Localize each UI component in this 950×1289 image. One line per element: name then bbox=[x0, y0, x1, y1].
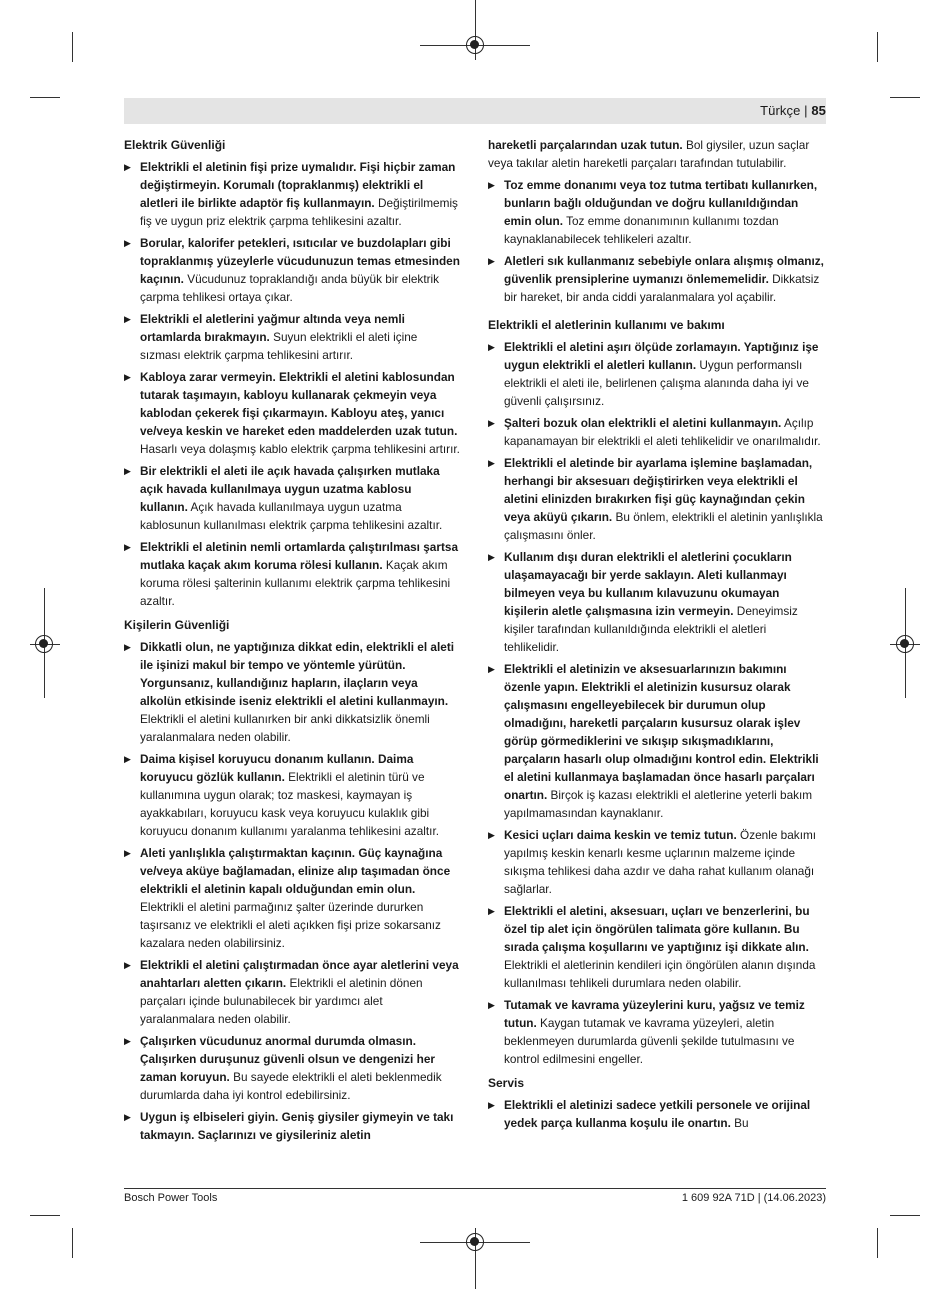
list-item: ▶ Kesici uçları daima keskin ve temiz tutun. Özenle bakımı yapılmış keskin kenarlı kesme uçlarının malzeme içinde sıkışma tehlikesi daha azdır ve daha rahat kullanım olanağı sağlarlar. bbox=[488, 826, 824, 898]
list-item: ▶ Uygun iş elbiseleri giyin. Geniş giysiler giymeyin ve takı takmayın. Saçlarınızı ve giysileriniz aletin bbox=[124, 1108, 460, 1144]
footer-doc-id: 1 609 92A 71D | (14.06.2023) bbox=[681, 1192, 826, 1204]
list-item: ▶ Aleti yanlışlıkla çalıştırmaktan kaçının. Güç kaynağına ve/veya aküye bağlamadan, elinize alıp taşımadan önce elektrikli el aletinin kapalı olduğundan emin olun. Elektrikli el aletini parmağınız şalter üzerinde dururken taşırsanız ve elektrikli el aleti açıkken fişi prize sokarsanız kazalara neden olabilirsiniz. bbox=[124, 844, 460, 952]
list-item: ▶ Tutamak ve kavrama yüzeylerini kuru, yağsız ve temiz tutun. Kaygan tutamak ve kavrama yüzeyleri, aletin beklenmeyen durumlarda güvenli şekilde tutulmasını ve kontrol edilmesini engeller. bbox=[488, 996, 824, 1068]
list-item: ▶ Borular, kalorifer petekleri, ısıtıcılar ve buzdolapları gibi topraklanmış yüzeylerle vücudunuzun temas etmesinden kaçının. Vücudunuz topraklandığı anda büyük bir elektrik çarpma tehlikesi ortaya çıkar. bbox=[124, 234, 460, 306]
registration-mark bbox=[466, 1233, 484, 1251]
crop-mark bbox=[30, 97, 60, 98]
footer-brand: Bosch Power Tools bbox=[124, 1192, 218, 1204]
crop-mark bbox=[890, 1215, 920, 1216]
crop-mark bbox=[30, 1215, 60, 1216]
registration-mark bbox=[35, 635, 53, 653]
header-bar bbox=[124, 98, 826, 124]
header-separator: | bbox=[800, 103, 812, 118]
footer-rule bbox=[124, 1188, 826, 1189]
crop-mark bbox=[877, 32, 878, 62]
section-title: Kişilerin Güvenliği bbox=[124, 618, 230, 632]
list-item: ▶ Şalteri bozuk olan elektrikli el aletini kullanmayın. Açılıp kapanamayan bir elektrikli el aleti tehlikelidir ve onarılmalıdır. bbox=[488, 414, 824, 450]
list-item: ▶ Daima kişisel koruyucu donanım kullanın. Daima koruyucu gözlük kullanın. Elektrikli el aletinin türü ve kullanımına uygun olarak; toz maskesi, kaymayan iş ayakkabıları, koruyucu kask veya koruyucu kulaklık gibi koruyucu donanım kullanımı yaralanma tehlikesini azaltır. bbox=[124, 750, 460, 840]
header-language: Türkçe bbox=[760, 103, 801, 118]
continued-paragraph: hareketli parçalarından uzak tutun. Bol giysiler, uzun saçlar veya takılar aletin hareketli parçaları tarafından tutulabilir. bbox=[488, 138, 810, 170]
crop-mark bbox=[890, 97, 920, 98]
list-item: ▶ Elektrikli el aletini çalıştırmadan önce ayar aletlerini veya anahtarları aletten çıkarın. Elektrikli el aletinin dönen parçaları içinde bulunabilecek bir yardımcı alet yaralanmalara neden olabilir. bbox=[124, 956, 460, 1028]
list-item: ▶ Toz emme donanımı veya toz tutma tertibatı kullanırken, bunların bağlı olduğundan ve doğru kullanıldığından emin olun. Toz emme donanımının kullanımı tozdan kaynaklanabilecek tehlikeleri azaltır. bbox=[488, 176, 824, 248]
list-item: ▶ Elektrikli el aletinizi sadece yetkili personele ve orijinal yedek parça kullanma koşulu ile onartın. Bu bbox=[488, 1096, 824, 1132]
left-column bbox=[124, 136, 460, 1150]
section bbox=[124, 136, 460, 610]
list-item: ▶ Elektrikli el aletinin fişi prize uymalıdır. Fişi hiçbir zaman değiştirmeyin. Korumalı (topraklanmış) elektrikli el aletleri ile birlikte adaptör fiş kullanmayın. Değiştirilmemiş fiş ve uygun priz elektrik çarpma tehlikesini azaltır. bbox=[124, 158, 460, 230]
section bbox=[488, 316, 824, 1068]
list-item: ▶ Aletleri sık kullanmanız sebebiyle onlara alışmış olmanız, güvenlik prensiplerine uymanızı önlememelidir. Dikkatsiz bir hareket, bir anda ciddi yaralanmalara yol açabilir. bbox=[488, 252, 824, 306]
section-title: Servis bbox=[488, 1076, 525, 1090]
right-column bbox=[488, 136, 824, 1138]
list-item: ▶ Elektrikli el aletini, aksesuarı, uçları ve benzerlerini, bu özel tip alet için öngörülen talimata göre kullanın. Bu sırada çalışma koşullarını ve yaptığınız işi dikkate alın. Elektrikli el aletlerinin kendileri için öngörülen alanın dışında kullanılması tehlikeli durumlara neden olabilir. bbox=[488, 902, 824, 992]
list-item: ▶ Elektrikli el aletinizin ve aksesuarlarınızın bakımını özenle yapın. Elektrikli el aletinizin kusursuz olarak çalışmasını engelleyebilecek bir durumun olup olmadığını, hareketli parçaların kusursuz olarak işlev görüp görmediklerini ve sıkışıp sıkışmadıklarını, parçaların hasarlı olup olmadığını kontrol edin. Elektrikli el aletini kullanmaya başlamadan önce hasarlı parçaları onartın. Birçok iş kazası elektrikli el aletlerine yeterli bakım yapılmamasından kaynaklanır. bbox=[488, 660, 824, 822]
section bbox=[488, 1074, 824, 1132]
list-item: ▶ Kullanım dışı duran elektrikli el aletlerini çocukların ulaşamayacağı bir yerde saklayın. Aleti kullanmayı bilmeyen veya bu kullanım kılavuzunu okumayan kişilerin aletle çalışmasına izin vermeyin. Deneyimsiz kişiler tarafından kullanıldığında elektrikli el aletleri tehlikelidir. bbox=[488, 548, 824, 656]
section bbox=[124, 616, 460, 1144]
crop-mark bbox=[72, 32, 73, 62]
registration-mark bbox=[896, 635, 914, 653]
list-item: ▶ Kabloya zarar vermeyin. Elektrikli el aletini kablosundan tutarak taşımayın, kabloyu kullanarak çekmeyin veya kablodan çekerek fişi çıkarmayın. Kabloyu ateş, yanıcı ve/veya keskin ve hareket eden maddelerden uzak tutun. Hasarlı veya dolaşmış kablo elektrik çarpma tehlikesini artırır. bbox=[124, 368, 460, 458]
list-item: ▶ Elektrikli el aletinde bir ayarlama işlemine başlamadan, herhangi bir aksesuarı değiştirirken veya elektrikli el aletini elinizden bırakırken fişi güç kaynağından çekin veya aküyü çıkarın. Bu önlem, elektrikli el aletinin yanlışlıkla çalışmasını önler. bbox=[488, 454, 824, 544]
page-number: 85 bbox=[811, 103, 826, 118]
list-item: ▶ Çalışırken vücudunuz anormal durumda olmasın. Çalışırken duruşunuz güvenli olsun ve dengenizi her zaman koruyun. Bu sayede elektrikli el aleti beklenmedik durumlarda daha iyi kontrol edebilirsiniz. bbox=[124, 1032, 460, 1104]
registration-mark bbox=[466, 36, 484, 54]
list-item: ▶ Dikkatli olun, ne yaptığınıza dikkat edin, elektrikli el aleti ile işinizi makul bir tempo ve yöntemle yürütün. Yorgunsanız, kullandığınız hapların, ilaçların veya alkolün etkisinde iseniz elektrikli el aletini kullanmayın. Elektrikli el aletini kullanırken bir anki dikkatsizlik önemli yaralanmalara neden olabilir. bbox=[124, 638, 460, 746]
crop-mark bbox=[72, 1228, 73, 1258]
section-title: Elektrik Güvenliği bbox=[124, 138, 226, 152]
section-title: Elektrikli el aletlerinin kullanımı ve bakımı bbox=[488, 318, 725, 332]
list-item: ▶ Elektrikli el aletinin nemli ortamlarda çalıştırılması şartsa mutlaka kaçak akım koruma rölesi kullanın. Kaçak akım koruma rölesi şalterinin kullanımı elektrik çarpma tehlikesini azaltır. bbox=[124, 538, 460, 610]
list-item: ▶ Elektrikli el aletlerini yağmur altında veya nemli ortamlarda bırakmayın. Suyun elektrikli el aleti içine sızması elektrik çarpma tehlikesini artırır. bbox=[124, 310, 460, 364]
list-item: ▶ Elektrikli el aletini aşırı ölçüde zorlamayın. Yaptığınız işe uygun elektrikli el aletleri kullanın. Uygun performanslı elektrikli el aleti ile, belirlenen çalışma alanında daha iyi ve güvenli çalışırsınız. bbox=[488, 338, 824, 410]
crop-mark bbox=[877, 1228, 878, 1258]
list-item: ▶ Bir elektrikli el aleti ile açık havada çalışırken mutlaka açık havada kullanılmaya uygun uzatma kablosu kullanın. Açık havada kullanılmaya uygun uzatma kablosunun kullanılması elektrik çarpma tehlikesini azaltır. bbox=[124, 462, 460, 534]
page-header bbox=[760, 103, 826, 118]
